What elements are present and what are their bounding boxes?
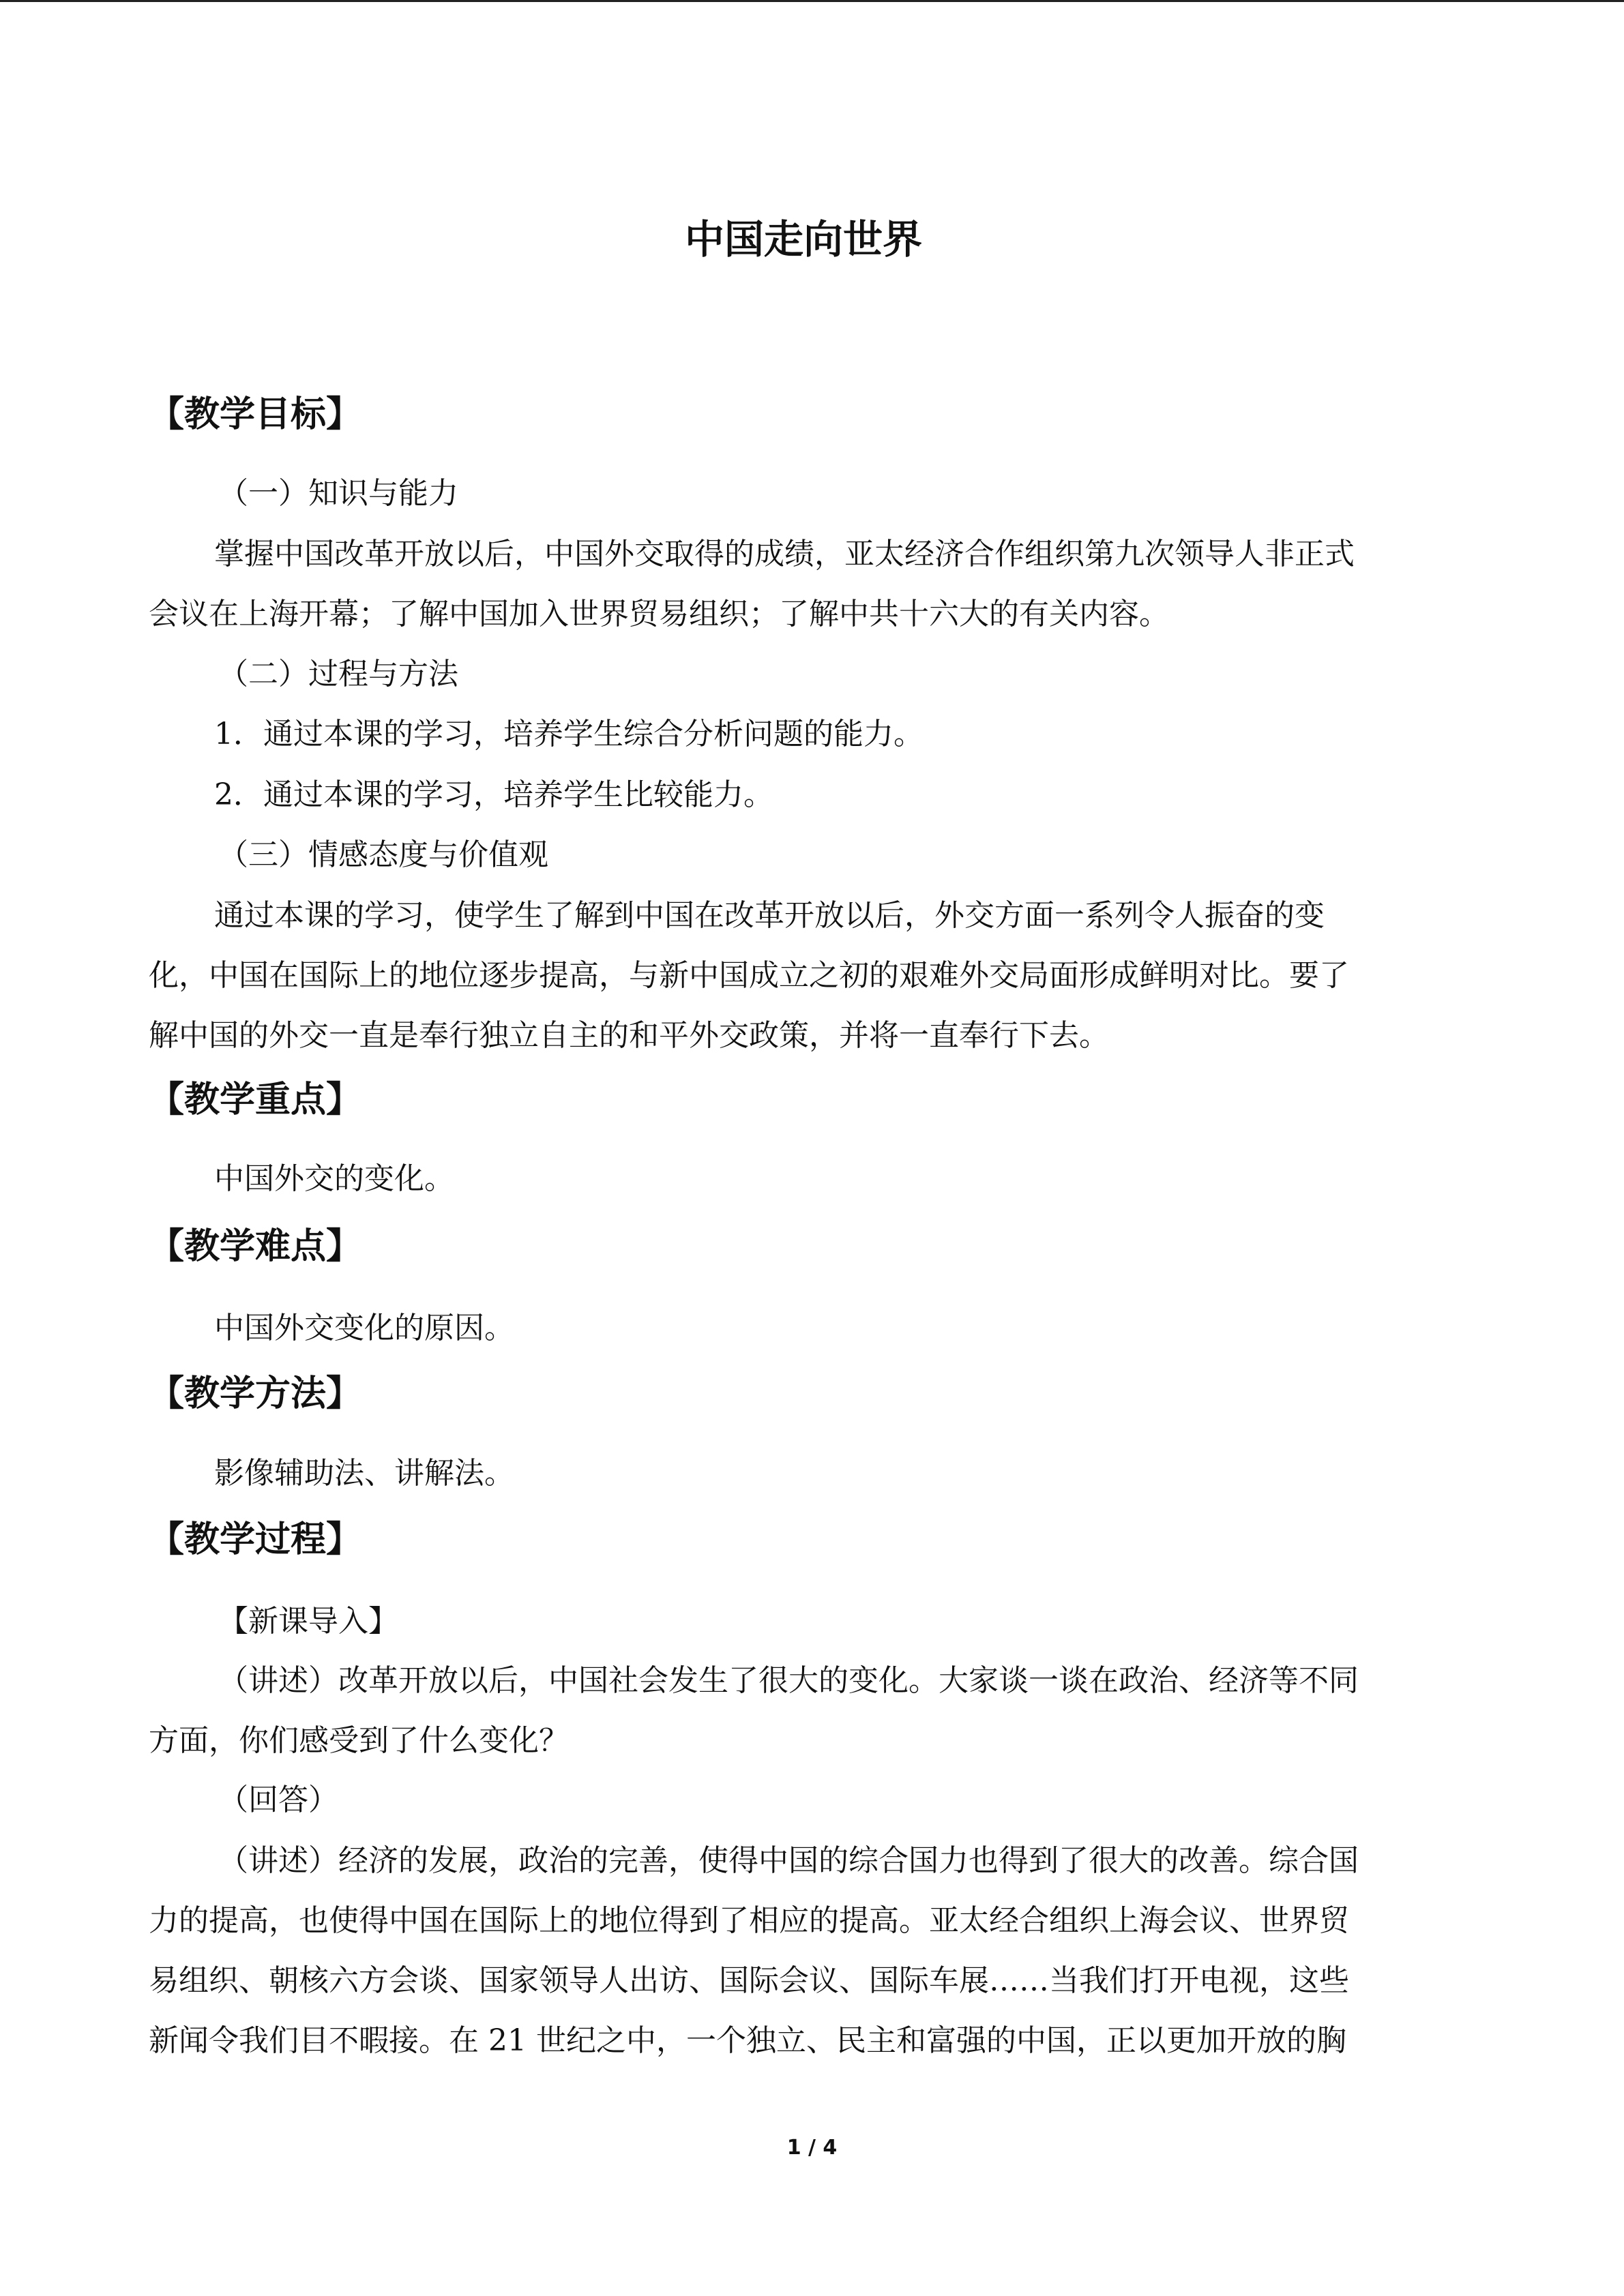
subheading-attitude: （三）情感态度与价值观: [218, 837, 548, 872]
heading-objectives: 【教学目标】: [149, 394, 362, 435]
paragraph-line: 通过本课的学习，使学生了解到中国在改革开放以后，外交方面一系列令人振奋的变: [214, 898, 1325, 933]
subheading-process: （二）过程与方法: [218, 657, 458, 691]
list-item: 1．通过本课的学习，培养学生综合分析问题的能力。: [214, 717, 924, 751]
paragraph-line: 化，中国在国际上的地位逐步提高，与新中国成立之初的艰难外交局面形成鲜明对比。要了: [149, 958, 1349, 993]
heading-process: 【教学过程】: [149, 1519, 362, 1560]
key-points-text: 中国外交的变化。: [214, 1161, 454, 1196]
list-item: 2．通过本课的学习，培养学生比较能力。: [214, 777, 773, 812]
heading-methods: 【教学方法】: [149, 1373, 362, 1414]
paragraph-line: 会议在上海开幕；了解中国加入世界贸易组织；了解中共十六大的有关内容。: [149, 597, 1169, 631]
paragraph-line: 解中国的外交一直是奉行独立自主的和平外交政策，并将一直奉行下去。: [149, 1018, 1109, 1053]
paragraph-line: 新闻令我们目不暇接。在 21 世纪之中，一个独立、民主和富强的中国，正以更加开放的胸: [149, 2023, 1346, 2058]
paragraph-line: 力的提高，也使得中国在国际上的地位得到了相应的提高。亚太经合组织上海会议、世界贸: [149, 1903, 1349, 1938]
answer-text: （回答）: [218, 1783, 338, 1817]
top-border-line: [0, 0, 1624, 2]
page-number: 1 / 4: [786, 2136, 838, 2160]
paragraph-line: （讲述）经济的发展，政治的完善，使得中国的综合国力也得到了很大的改善。综合国: [218, 1843, 1359, 1878]
subheading-knowledge: （一）知识与能力: [218, 476, 458, 511]
paragraph-line: 方面，你们感受到了什么变化？: [149, 1723, 569, 1758]
paragraph-line: 易组织、朝核六方会谈、国家领导人出访、国际会议、国际车展……当我们打开电视，这些: [149, 1963, 1349, 1998]
document-title: 中国走向世界: [684, 216, 922, 263]
subheading-intro: 【新课导入】: [218, 1604, 398, 1639]
paragraph-line: 掌握中国改革开放以后，中国外交取得的成绩，亚太经济合作组织第九次领导人非正式: [214, 537, 1355, 571]
heading-difficulties: 【教学难点】: [149, 1226, 362, 1267]
paragraph-line: （讲述）改革开放以后，中国社会发生了很大的变化。大家谈一谈在政治、经济等不同: [218, 1663, 1359, 1698]
difficulties-text: 中国外交变化的原因。: [214, 1311, 514, 1345]
heading-key-points: 【教学重点】: [149, 1079, 362, 1120]
methods-text: 影像辅助法、讲解法。: [214, 1456, 514, 1491]
